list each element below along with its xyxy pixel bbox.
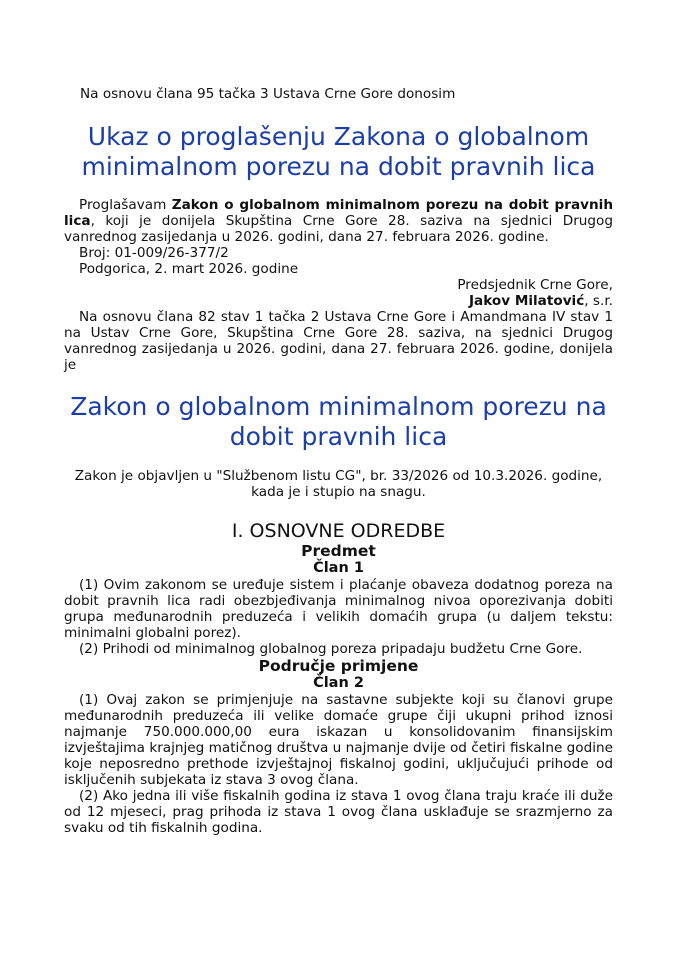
signatory-name: Jakov Milatović: [469, 293, 585, 309]
signatory: [64, 293, 613, 309]
publication-note: Zakon je objavljen u "Službenom listu CG", br. 33/2026 od 10.3.2026. godine, kada je i stupio na snagu.: [74, 468, 603, 500]
decree-law-name: Zakon o globalnom minimalnom porezu na dobit pravnih lica: [64, 197, 613, 229]
article-1: [64, 542, 613, 657]
article-paragraph: (1) Ovim zakonom se uređuje sistem i plaćanje obaveza dodatnog poreza na dobit pravnih lica radi obezbjeđivanja minimalnog nivoa oporezivanja dobiti grupa međunarodnih preduzeća i velikih domaćih grupa (u daljem tekstu: minimalni globalni porez).: [64, 577, 613, 641]
decree-place-date: Podgorica, 2. mart 2026. godine: [79, 261, 299, 277]
article-paragraph: (1) Ovaj zakon se primjenjuje na sastavne subjekte koji su članovi grupe međunarodnih preduzeća ili velike domaće grupe čiji ukupni prihod iznosi najmanje 750.000.000,00 eura iskazan u konsolidovanim finansijskim izvještajima krajnjeg matičnog društva u najmanje dvije od četiri fiskalne godine koje neposredno prethode izvještajnoj fiskalnoj godini, uključujući prihode od isključenih subjekata iz stava 3 ovog člana.: [64, 692, 613, 788]
article-number: Član 2: [313, 675, 364, 691]
article-paragraph: (2) Ako jedna ili više fiskalnih godina iz stava 1 ovog člana traju kraće ili duže od 12 mjeseci, prag prihoda iz stava 1 ovog člana usklađuje se srazmjerno za svaku od tih fiskalnih godina.: [64, 788, 613, 836]
article-name: Područje primjene: [258, 657, 419, 675]
decree-title: Ukaz o proglašenju Zakona o globalnom minimalnom porezu na dobit pravnih lica: [81, 122, 596, 181]
article-paragraph: (2) Prihodi od minimalnog globalnog poreza pripadaju budžetu Crne Gore.: [79, 641, 583, 657]
article-name: Predmet: [301, 542, 376, 560]
section-heading: I. OSNOVNE ODREDBE: [231, 520, 446, 542]
adoption-text: Na osnovu člana 82 stav 1 tačka 2 Ustava Crne Gore i Amandmana IV stav 1 na Ustav Crne Gore, Skupština Crne Gore 28. saziva, na sjednici Drugog vanrednog zasijedanja u 2026. godini, dana 27. februara 2026. godine, donijela je: [64, 309, 613, 373]
decree-number: Broj: 01-009/26-377/2: [79, 245, 229, 261]
law-title: Zakon o globalnom minimalnom porezu na dobit pravnih lica: [70, 392, 607, 451]
preamble-text: Na osnovu člana 95 tačka 3 Ustava Crne Gore donosim: [80, 86, 456, 102]
signatory-title: Predsjednik Crne Gore,: [457, 277, 613, 293]
article-number: Član 1: [313, 560, 364, 576]
decree-body-prefix: Proglašavam: [79, 197, 172, 213]
decree-body: [64, 197, 613, 245]
signatory-suffix: , s.r.: [584, 293, 613, 309]
article-2: [64, 657, 613, 836]
document-page: [64, 86, 613, 836]
decree-body-suffix: , koji je donijela Skupština Crne Gore 28. saziva na sjednici Drugog vanrednog zasijedanja u 2026. godini, dana 27. februara 2026. godine.: [64, 213, 613, 245]
